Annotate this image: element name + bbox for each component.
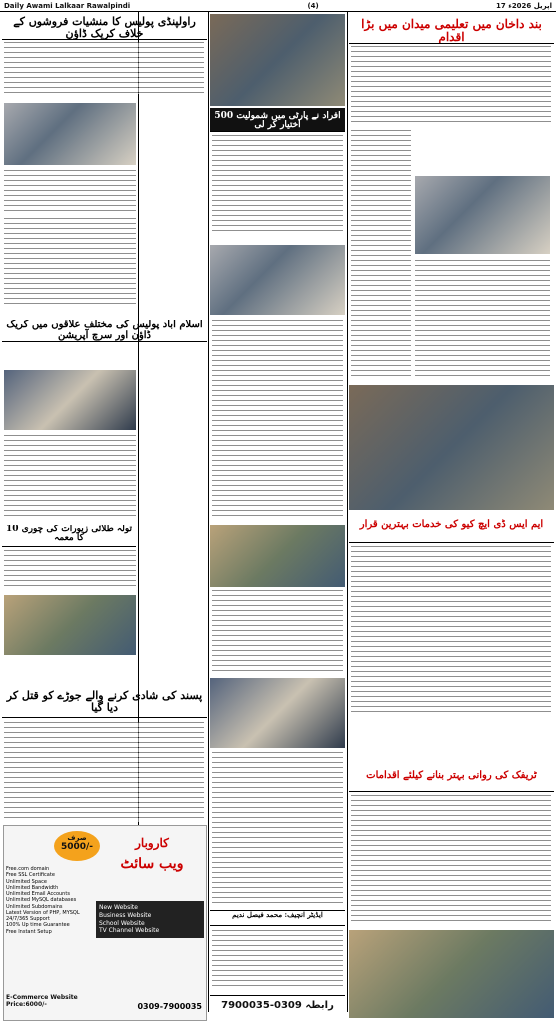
article-text bbox=[212, 320, 343, 520]
news-photo bbox=[349, 385, 554, 510]
article-text bbox=[4, 435, 136, 520]
news-photo bbox=[210, 678, 345, 748]
news-photo bbox=[210, 14, 345, 106]
news-photo bbox=[4, 103, 136, 165]
headline-middle: 500 افراد نے پارٹی میں شمولیت اختیار کر لی bbox=[210, 108, 345, 132]
news-photo bbox=[349, 930, 554, 1018]
news-photo bbox=[4, 595, 136, 655]
paper-name: Daily Awami Lalkaar Rawalpindi bbox=[4, 1, 131, 10]
article-text bbox=[415, 260, 550, 380]
article-text bbox=[4, 170, 136, 215]
ad-title-top: کاروبار bbox=[135, 836, 169, 850]
news-photo bbox=[210, 525, 345, 587]
article-text bbox=[4, 218, 136, 308]
contact-box: رابطہ 0309-7900035 bbox=[210, 995, 345, 1017]
article-text bbox=[351, 546, 551, 716]
masthead bbox=[0, 0, 556, 12]
column-rule bbox=[208, 12, 209, 1012]
headline-islamabad: اسلام آباد پولیس کی مختلف علاقوں میں کریک ڈاؤن اور سرچ آپریشن bbox=[2, 320, 207, 342]
editor-box: ایڈیٹر انچیف: محمد فیصل ندیم bbox=[210, 910, 345, 926]
headline-left-top: راولپنڈی پولیس کا منشیات فروشوں کے خلاف کریک ڈاؤن bbox=[2, 14, 207, 40]
article-text bbox=[212, 590, 343, 675]
issue-date: 17 اپریل 2026ء bbox=[496, 1, 552, 10]
article-text bbox=[4, 722, 204, 822]
news-photo bbox=[4, 370, 136, 430]
headline-bottom-left: پسند کی شادی کرنے والے جوڑے کو قتل کر دیا گیا bbox=[2, 690, 207, 718]
article-text bbox=[212, 752, 343, 907]
ad-phone: 0309-7900035 bbox=[137, 1002, 202, 1011]
article-text bbox=[4, 42, 204, 94]
headline-right-top: بند داخان میں تعلیمی میدان میں بڑا اقدام bbox=[349, 14, 554, 44]
column-rule bbox=[347, 12, 348, 1012]
website-ad bbox=[3, 825, 207, 1021]
article-text bbox=[351, 795, 551, 925]
ad-title-main: ویب سائٹ bbox=[120, 856, 184, 872]
article-text bbox=[4, 550, 136, 590]
news-photo bbox=[210, 245, 345, 315]
headline-right-mid: ایم ایس ڈی ایچ کیو کی خدمات بہترین قرار bbox=[349, 515, 554, 543]
article-text bbox=[351, 46, 551, 126]
article-text bbox=[212, 930, 343, 990]
article-text bbox=[212, 135, 343, 235]
article-text bbox=[351, 130, 411, 380]
headline-right-lower: ٹریفک کی روانی بہتر بنانے کیلئے اقدامات bbox=[349, 768, 554, 792]
ad-items: New Website Business Website School Website TV Channel Website bbox=[96, 901, 204, 938]
ecommerce-label: E-Commerce Website Price:6000/- bbox=[6, 994, 78, 1008]
headline-gold-theft: 10 تولہ طلائی زیورات کی چوری کا معمہ bbox=[2, 525, 136, 547]
feature-list: Free.com domain Free SSL Certificate Unlimited Space Unlimited Bandwidth Unlimited Email Accounts Unlimited MySQL databases Unlimited Subdomains Latest Version of PHP, MYSQL 24/7/365 Support 100% Up time Guarantee Free Instant Setup bbox=[6, 866, 80, 935]
news-photo bbox=[415, 176, 550, 254]
page-number: (4) bbox=[307, 1, 319, 10]
price-badge: صرف 5000/- bbox=[54, 831, 100, 861]
